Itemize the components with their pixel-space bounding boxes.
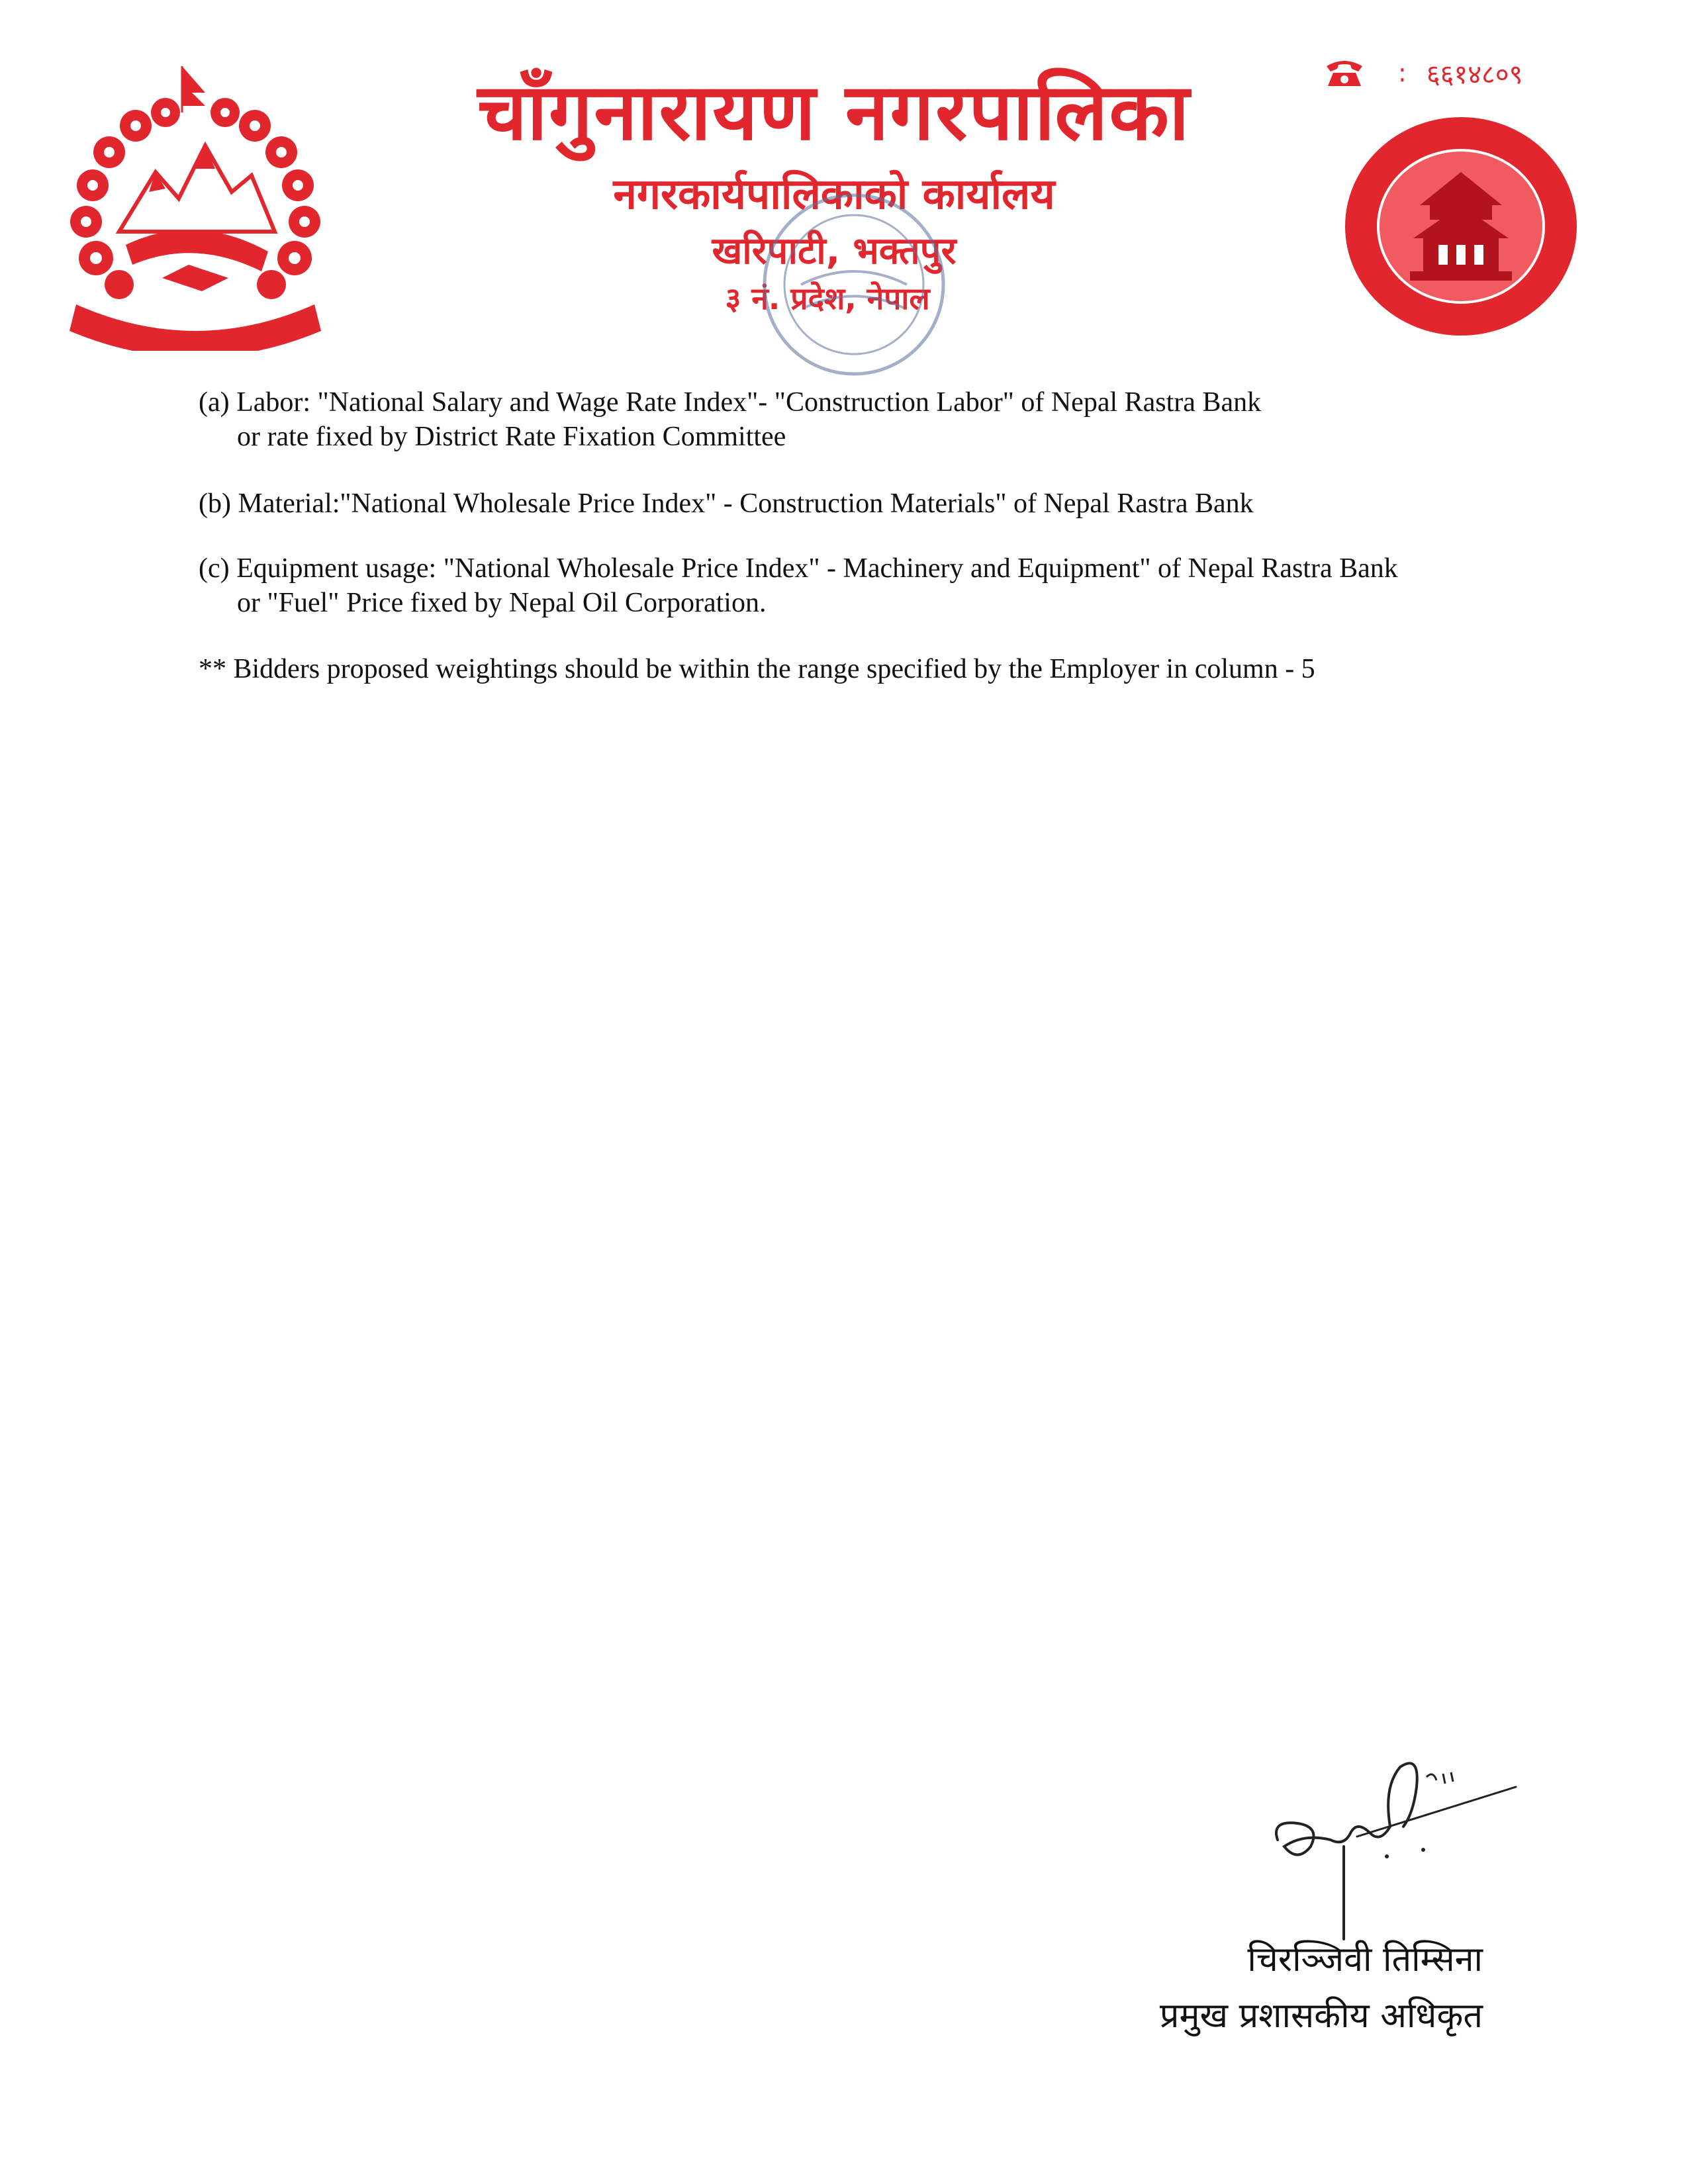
office-name: नगरकार्यपालिकाको कार्यालय — [613, 170, 1055, 219]
office-province: ३ नं. प्रदेश, नेपाल — [725, 281, 930, 316]
item-b-text: (b) Material:"National Wholesale Price Index" - Construction Materials" of Nepal Rastra Bank — [199, 488, 1254, 519]
item-b-material — [199, 486, 1523, 521]
phone-contact — [1324, 53, 1523, 93]
letterhead — [0, 0, 1688, 384]
signatory-title: प्रमुख प्रशासकीय अधिकृत — [1159, 1996, 1483, 2036]
handwritten-signature-icon — [1258, 1747, 1523, 1946]
item-a-line1: (a) Labor: "National Salary and Wage Rate Index"- "Construction Labor" of Nepal Rastra Bank — [199, 387, 1262, 418]
signatory-name: चिरञ्जिवी तिम्सिना — [1247, 1940, 1483, 1979]
item-c-line2: or "Fuel" Price fixed by Nepal Oil Corporation. — [237, 588, 767, 618]
phone-separator: : — [1398, 58, 1407, 87]
item-a-line2: or rate fixed by District Rate Fixation Committee — [237, 422, 786, 452]
municipality-seal-icon — [1340, 113, 1582, 341]
bidders-note — [199, 652, 1523, 686]
telephone-icon — [1324, 57, 1365, 89]
phone-number: ६६१४८०९ — [1426, 59, 1523, 90]
item-c-equipment — [199, 551, 1523, 620]
municipality-name: चाँगुनारायण नगरपालिका — [477, 66, 1191, 158]
office-address: खरिपाटी, भक्तपुर — [712, 230, 957, 273]
item-c-line1: (c) Equipment usage: "National Wholesale Price Index" - Machinery and Equipment" of Nepal Rastra Bank — [199, 553, 1398, 584]
item-a-labor — [199, 385, 1523, 454]
bidders-note-text: ** Bidders proposed weightings should be within the range specified by the Employer in column - 5 — [199, 654, 1315, 684]
nepal-government-emblem-icon — [56, 60, 334, 351]
office-stamp-icon — [741, 185, 966, 384]
